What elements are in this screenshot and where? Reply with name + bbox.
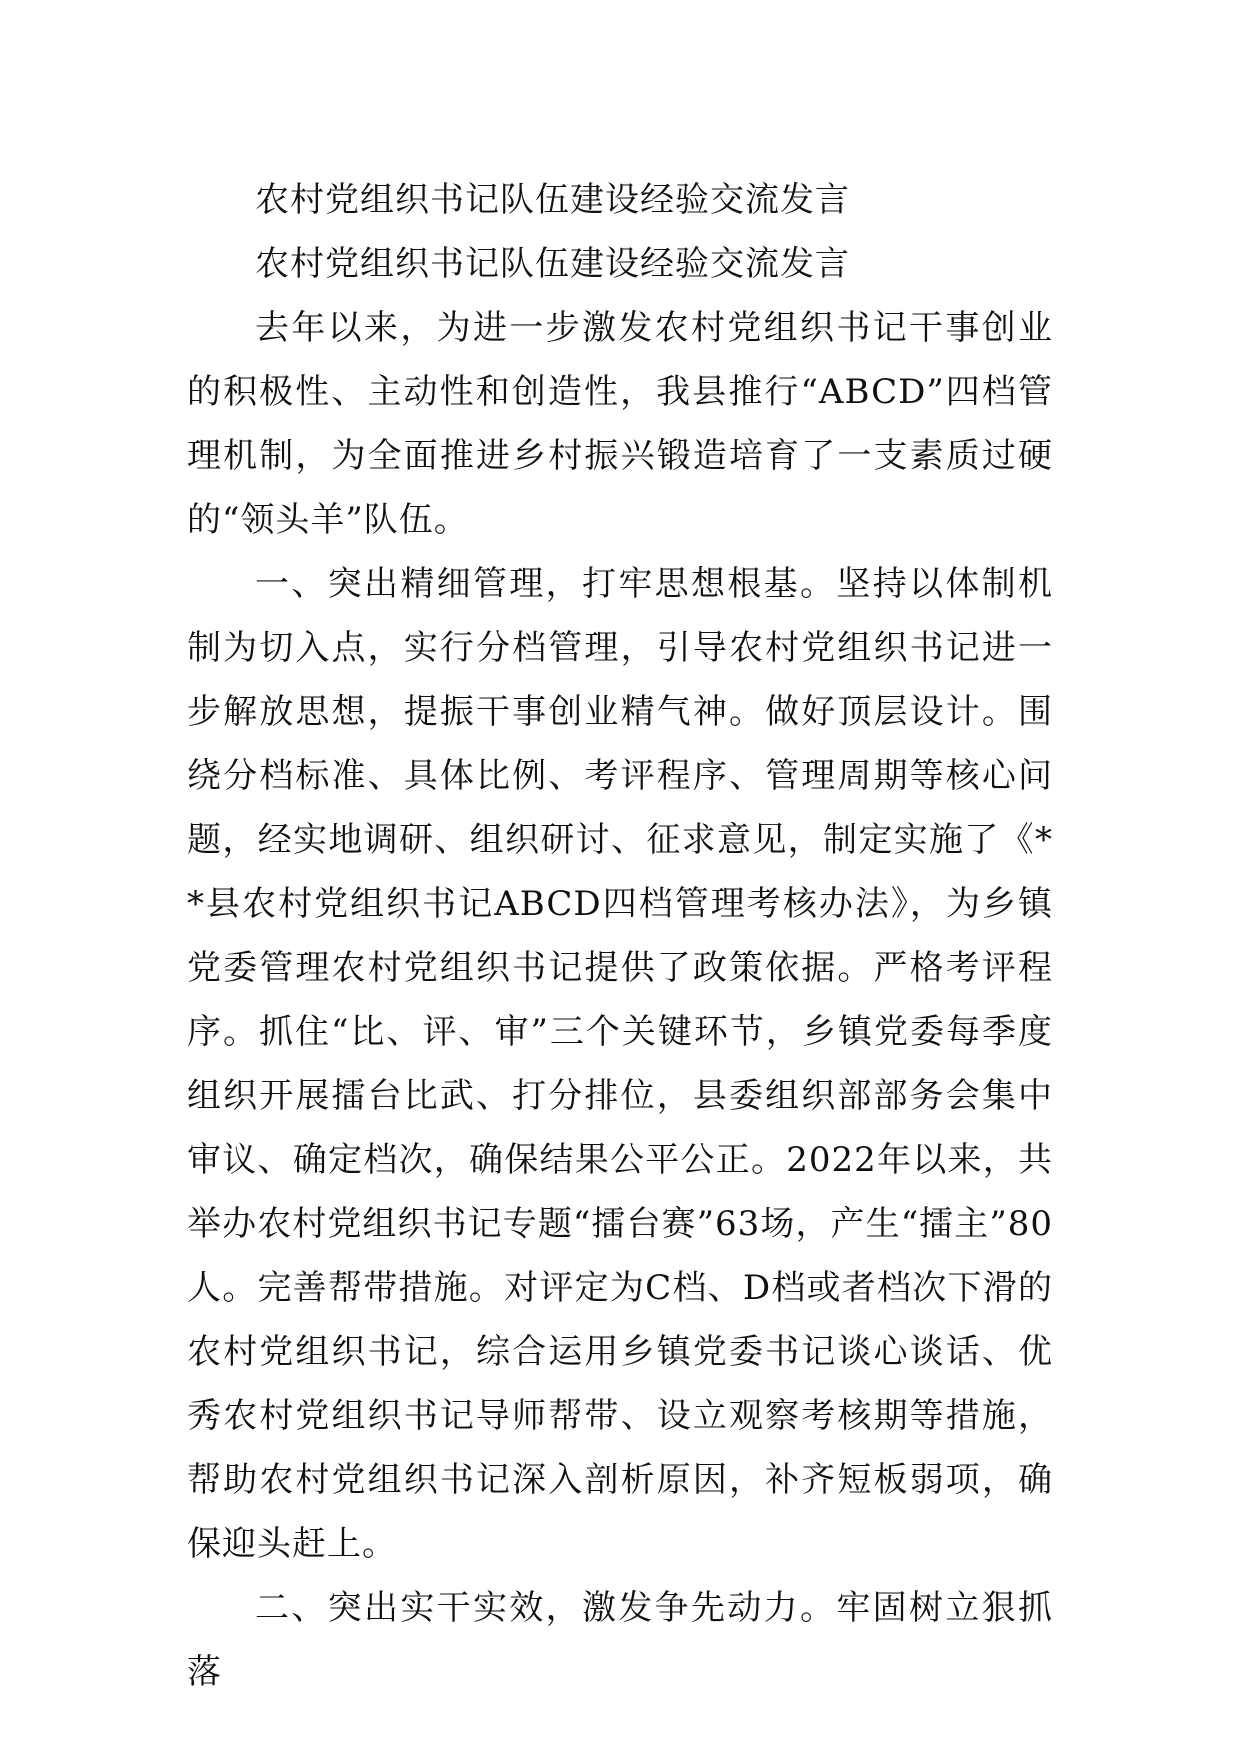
paragraph-section-one: 一、突出精细管理，打牢思想根基。坚持以体制机制为切入点，实行分档管理，引导农村党组织书记进一步解放思想，提振干事创业精气神。做好顶层设计。围绕分档标准、具体比例、考评程序、管理周期等核心问题，经实地调研、组织研讨、征求意见，制定实施了《**县农村党组织书记ABCD四档管理考核办法》，为乡镇党委管理农村党组织书记提供了政策依据。严格考评程序。抓住“比、评、审”三个关键环节，乡镇党委每季度组织开展擂台比武、打分排位，县委组织部部务会集中审议、确定档次，确保结果公平公正。2022年以来，共举办农村党组织书记专题“擂台赛”63场，产生“擂主”80人。完善帮带措施。对评定为C档、D档或者档次下滑的农村党组织书记，综合运用乡镇党委书记谈心谈话、优秀农村党组织书记导师帮带、设立观察考核期等措施，帮助农村党组织书记深入剖析原因，补齐短板弱项，确保迎头赶上。	[187, 564, 1053, 1564]
document-subtitle: 农村党组织书记队伍建设经验交流发言	[255, 244, 850, 284]
paragraph-section-two: 二、突出实干实效，激发争先动力。牢固树立狠抓落	[187, 1588, 1053, 1692]
paragraph-intro: 去年以来，为进一步激发农村党组织书记干事创业的积极性、主动性和创造性，我县推行“ABCD”四档管理机制，为全面推进乡村振兴锻造培育了一支素质过硬的“领头羊”队伍。	[187, 308, 1053, 540]
document-title: 农村党组织书记队伍建设经验交流发言	[255, 180, 850, 220]
document-body	[187, 168, 1053, 1704]
